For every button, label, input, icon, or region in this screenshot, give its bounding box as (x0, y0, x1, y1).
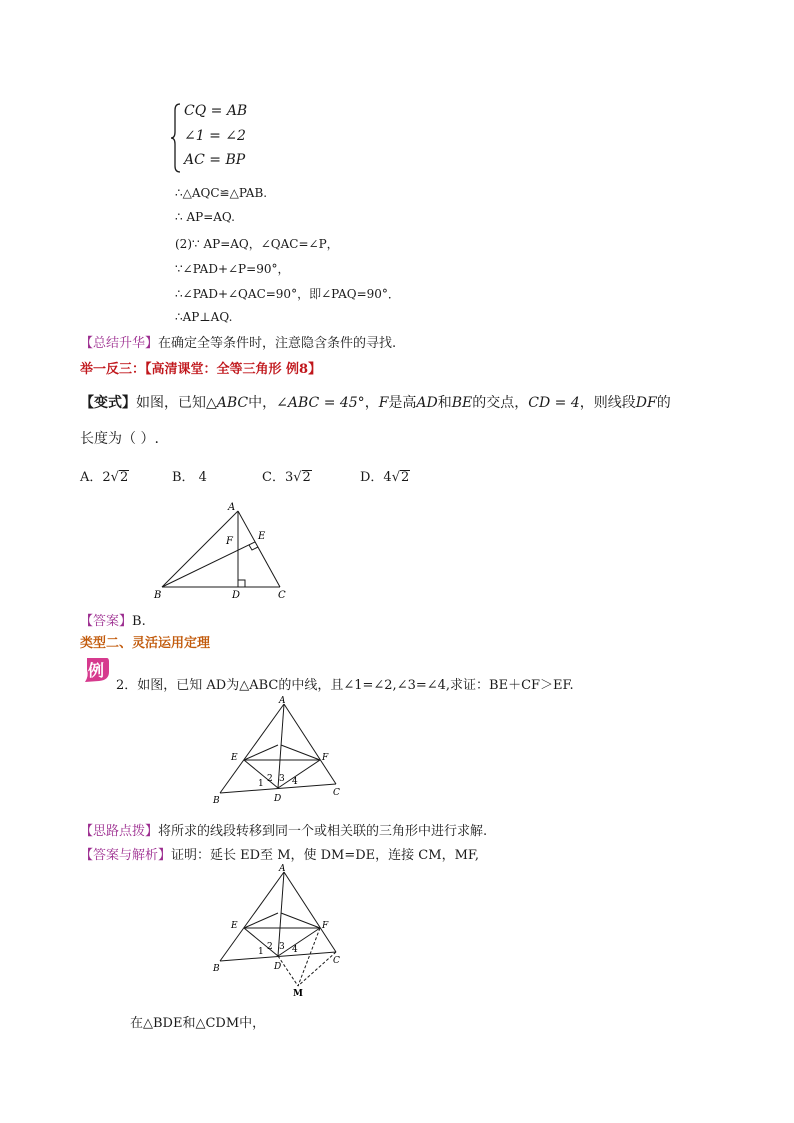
variant-text: ， (364, 395, 379, 411)
option-d-label: D．4 (360, 470, 392, 485)
label-angle-2: 2 (267, 942, 273, 952)
section-heading-type-2: 类型二、灵活运用定理 (80, 636, 211, 651)
proof-line-4: ∵∠PAD+∠P=90°， (175, 262, 290, 276)
solution-tag: 【答案与解析】 (80, 848, 172, 863)
label-C: C (333, 788, 340, 798)
variant-header-text: 【高清课堂：全等三角形 例8】 (145, 362, 322, 377)
variant-math: CD = 4 (528, 395, 580, 411)
label-D: D (274, 962, 282, 972)
summary-text: 在确定全等条件时，注意隐含条件的寻找. (158, 336, 397, 351)
proof-line-2: ∴ AP=AQ. (175, 210, 235, 224)
solution-text: 证明：延长 ED至 M，使 DM=DE，连接 CM，MF, (171, 848, 480, 863)
variant-text: ，则线段 (579, 395, 636, 411)
variant-line-2: 长度为（ ）. (80, 431, 159, 447)
last-line: 在△BDE和△CDM中， (130, 1016, 266, 1031)
label-angle-4: 4 (292, 777, 298, 787)
hint-text: 将所求的线段转移到同一个或相关联的三角形中进行求解. (158, 824, 488, 839)
summary-tag: 【总结升华】 (80, 336, 159, 351)
option-a-label: A．2 (80, 470, 111, 485)
label-E: E (258, 531, 266, 542)
label-E: E (231, 921, 238, 931)
proof-line-3: (2)∵ AP=AQ，∠QAC=∠P， (175, 237, 339, 251)
option-a (80, 466, 129, 485)
option-c (262, 466, 312, 485)
variant-text: 如图，已知 (136, 395, 206, 411)
hint-tag: 【思路点拨】 (80, 824, 159, 839)
label-angle-2: 2 (267, 774, 273, 784)
variant-math: F (378, 395, 389, 411)
variant-problem (80, 392, 671, 412)
label-C: C (278, 590, 286, 601)
variant-text: 是高 (388, 395, 417, 411)
proof-line-5: ∴∠PAD+∠QAC=90°，即∠PAQ=90°． (175, 287, 400, 301)
label-M: M (293, 989, 303, 999)
label-F: F (226, 536, 233, 547)
option-c-root: 2 (302, 470, 311, 485)
sqrt-sign: √ (110, 470, 119, 485)
variant-math: DF (635, 395, 657, 411)
label-angle-1: 1 (258, 947, 264, 957)
variant-math: AD (416, 395, 438, 411)
label-D: D (232, 590, 241, 601)
label-angle-3: 3 (279, 942, 285, 952)
solution (80, 844, 479, 863)
label-F: F (322, 753, 329, 763)
label-angle-4: 4 (292, 945, 298, 955)
label-A: A (279, 864, 286, 874)
variant-header (80, 358, 321, 377)
answer-text: B. (132, 614, 146, 629)
summary (80, 332, 396, 351)
equation-line-1: CQ = AB (184, 103, 248, 119)
variant-math: BE (451, 395, 473, 411)
equation-brace (170, 102, 182, 174)
answer-1 (80, 610, 146, 629)
proof-line-1: ∴△AQC≌△PAB. (175, 186, 268, 200)
example-2-statement: 2．如图，已知 AD为△ABC的中线，且∠1=∠2,∠3=∠4,求证：BE＋CF＞EF. (116, 678, 574, 693)
sqrt-sign: √ (391, 470, 400, 485)
variant-tag: 【变式】 (80, 395, 136, 411)
answer-tag: 【答案】 (80, 614, 133, 629)
variant-text: 中， (248, 395, 277, 411)
equation-line-2: ∠1 = ∠2 (184, 128, 246, 144)
label-B: B (213, 964, 220, 974)
variant-math: △ABC (206, 395, 249, 411)
option-d-root: 2 (401, 470, 410, 485)
example-badge (81, 654, 111, 684)
label-angle-1: 1 (258, 779, 264, 789)
label-F: F (322, 921, 329, 931)
label-B: B (154, 590, 162, 601)
label-E: E (231, 753, 238, 763)
sqrt-sign: √ (293, 470, 302, 485)
equation-line-3: AC = BP (184, 152, 246, 168)
figure-triangle-3 (206, 862, 352, 1002)
label-C: C (333, 956, 340, 966)
label-B: B (213, 796, 220, 806)
variant-math: ∠ABC = 45° (276, 395, 365, 411)
figure-triangle-2 (206, 694, 352, 806)
variant-text: 和 (437, 395, 452, 411)
label-D: D (274, 794, 282, 804)
option-d (360, 466, 410, 485)
option-a-root: 2 (119, 470, 129, 485)
variant-header-prefix: 举一反三： (80, 362, 146, 377)
hint (80, 820, 487, 839)
proof-line-6: ∴AP⊥AQ. (175, 310, 233, 324)
label-angle-3: 3 (279, 774, 285, 784)
variant-text: 的 (656, 395, 671, 411)
example-badge-text: 例 (88, 661, 105, 680)
label-A: A (279, 696, 286, 706)
option-b: B． 4 (172, 470, 207, 485)
option-c-label: C．3 (262, 470, 294, 485)
variant-text: 的交点， (472, 395, 529, 411)
label-A: A (228, 502, 236, 513)
figure-triangle-1 (150, 498, 300, 602)
